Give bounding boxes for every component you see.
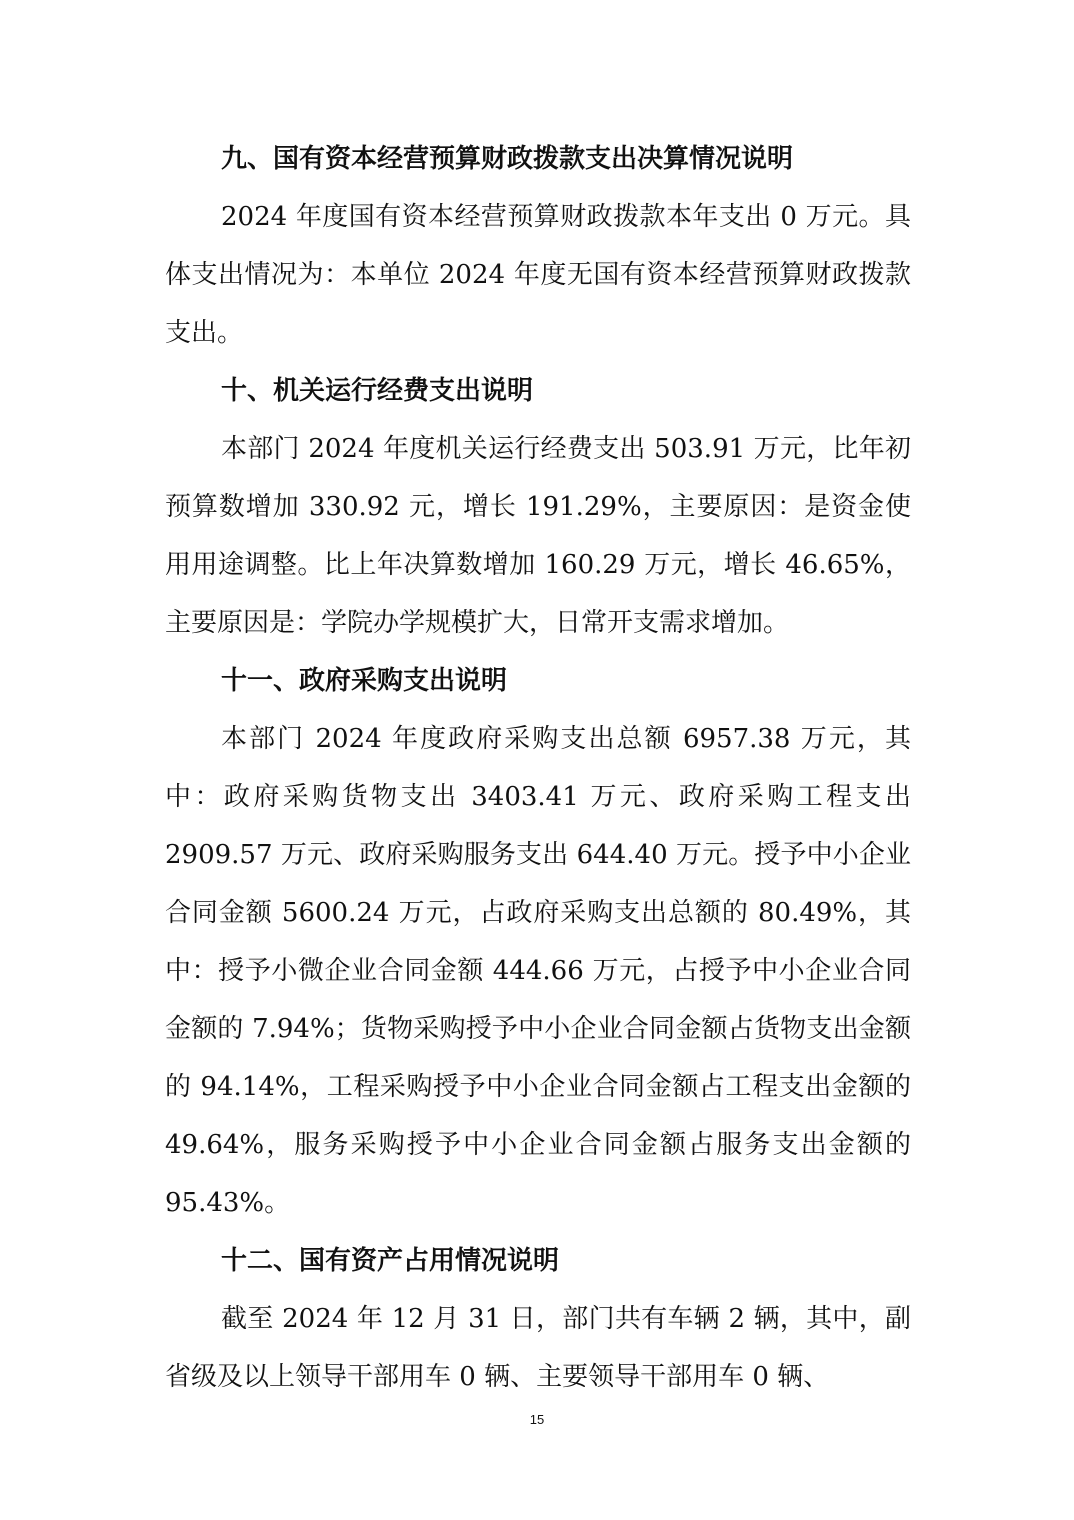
section-body-operating-expenses: 本部门 2024 年度机关运行经费支出 503.91 万元，比年初预算数增加 330.92 元，增长 191.29%，主要原因：是资金使用用途调整。比上年决算数增加 160.29 万元，增长 46.65%，主要原因是：学院办学规模扩大，日常开支需求增加。 — [165, 434, 911, 638]
page-content — [165, 130, 911, 1406]
section-heading-state-assets: 十二、国有资产占用情况说明 — [221, 1246, 560, 1276]
section-body-state-capital-expenditure: 2024 年度国有资本经营预算财政拨款本年支出 0 万元。具体支出情况为：本单位 2024 年度无国有资本经营预算财政拨款支出。 — [165, 202, 911, 348]
section-body-government-procurement: 本部门 2024 年度政府采购支出总额 6957.38 万元，其中：政府采购货物支出 3403.41 万元、政府采购工程支出 2909.57 万元、政府采购服务支出 644.40 万元。授予中小企业合同金额 5600.24 万元，占政府采购支出总额的 80.49%，其中：授予小微企业合同金额 444.66 万元，占授予中小企业合同金额的 7.94%；货物采购授予中小企业合同金额占货物支出金额的 94.14%，工程采购授予中小企业合同金额占工程支出金额的 49.64%，服务采购授予中小企业合同金额占服务支出金额的 95.43%。 — [165, 724, 911, 1218]
section-heading-operating-expenses: 十、机关运行经费支出说明 — [221, 376, 534, 406]
section-heading-state-capital-expenditure: 九、国有资本经营预算财政拨款支出决算情况说明 — [221, 144, 794, 174]
page-number: 15 — [529, 1412, 545, 1427]
section-body-state-assets: 截至 2024 年 12 月 31 日，部门共有车辆 2 辆，其中，副省级及以上领导干部用车 0 辆、主要领导干部用车 0 辆、 — [165, 1304, 911, 1392]
section-heading-government-procurement: 十一、政府采购支出说明 — [221, 666, 508, 696]
